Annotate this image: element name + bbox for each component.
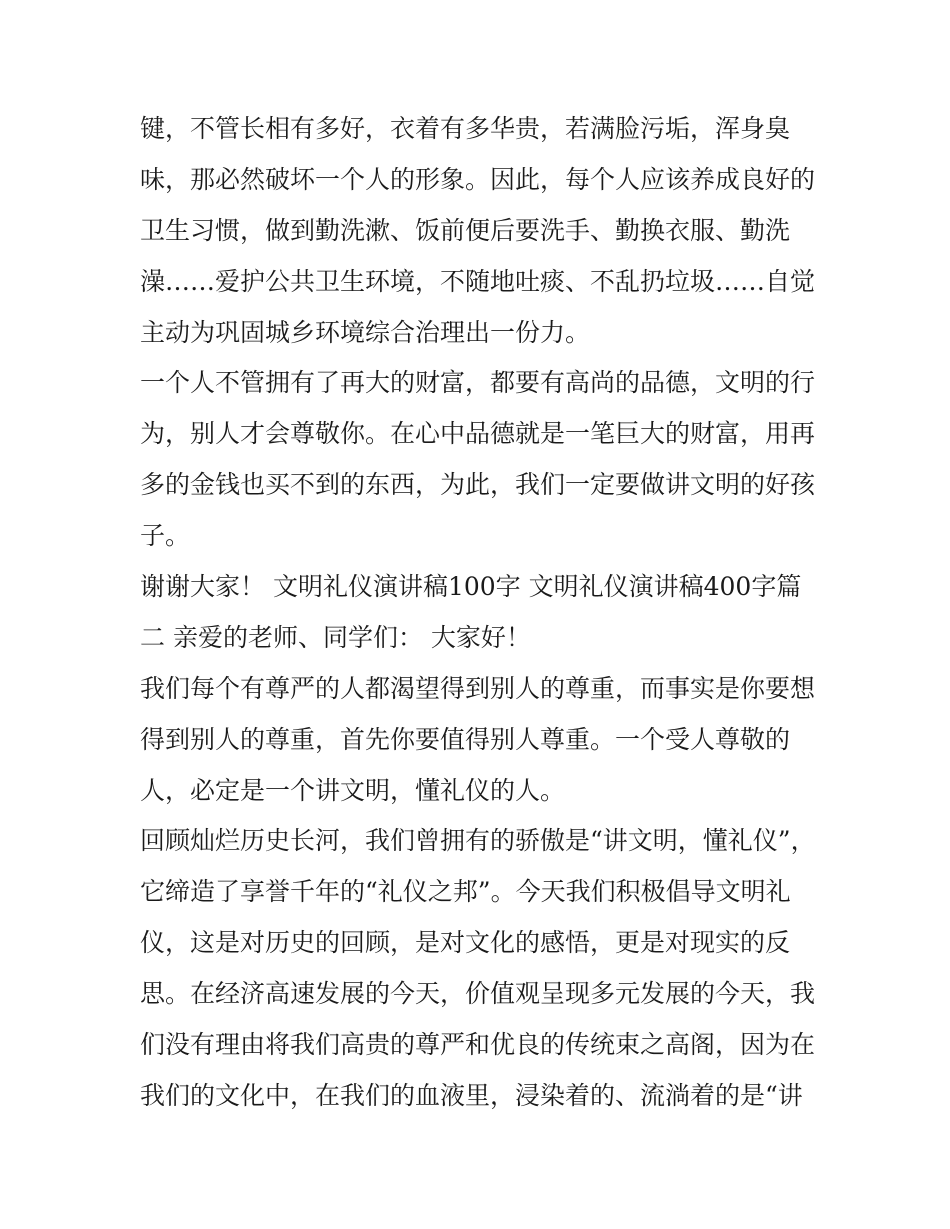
text-line: 味，那必然破坏一个人的形象。因此，每个人应该养成良好的: [140, 164, 816, 194]
text-line: 二 亲爱的老师、同学们： 大家好！: [140, 622, 531, 652]
text-line: 主动为巩固城乡环境综合治理出一份力。: [140, 317, 591, 347]
text-line: 我们的文化中，在我们的血液里，浸染着的、流淌着的是“讲: [140, 1080, 803, 1110]
text-line: 谢谢大家！ 文明礼仪演讲稿100字 文明礼仪演讲稿400字篇: [140, 572, 802, 602]
document-body: [140, 104, 830, 1122]
text-line: 为，别人才会尊敬你。在心中品德就是一笔巨大的财富，用再: [140, 419, 816, 449]
text-line: 多的金钱也买不到的东西，为此，我们一定要做讲文明的好孩: [140, 470, 816, 500]
text-line: 键，不管长相有多好，衣着有多华贵，若满脸污垢，浑身臭: [140, 114, 791, 143]
text-line: 思。在经济高速发展的今天，价值观呈现多元发展的今天，我: [140, 979, 816, 1009]
text-line: 一个人不管拥有了再大的财富，都要有高尚的品德，文明的行: [140, 368, 816, 398]
text-line: 澡……爱护公共卫生环境，不随地吐痰、不乱扔垃圾……自觉: [140, 266, 816, 296]
text-line: 卫生习惯，做到勤洗漱、饭前便后要洗手、勤换衣服、勤洗: [140, 215, 791, 245]
text-line: 它缔造了享誉千年的“礼仪之邦”。今天我们积极倡导文明礼: [140, 877, 791, 907]
text-line: 人，必定是一个讲文明，懂礼仪的人。: [140, 775, 566, 805]
text-line: 仪，这是对历史的回顾，是对文化的感悟，更是对现实的反: [140, 928, 791, 958]
text-line: 我们每个有尊严的人都渴望得到别人的尊重，而事实是你要想: [140, 673, 816, 703]
text-line: 子。: [140, 521, 191, 551]
text-line: 们没有理由将我们高贵的尊严和优良的传统束之高阁，因为在: [140, 1030, 816, 1060]
text-line: 得到别人的尊重，首先你要值得别人尊重。一个受人尊敬的: [140, 724, 791, 754]
text-line: 回顾灿烂历史长河，我们曾拥有的骄傲是“讲文明，懂礼仪”，: [140, 826, 816, 856]
